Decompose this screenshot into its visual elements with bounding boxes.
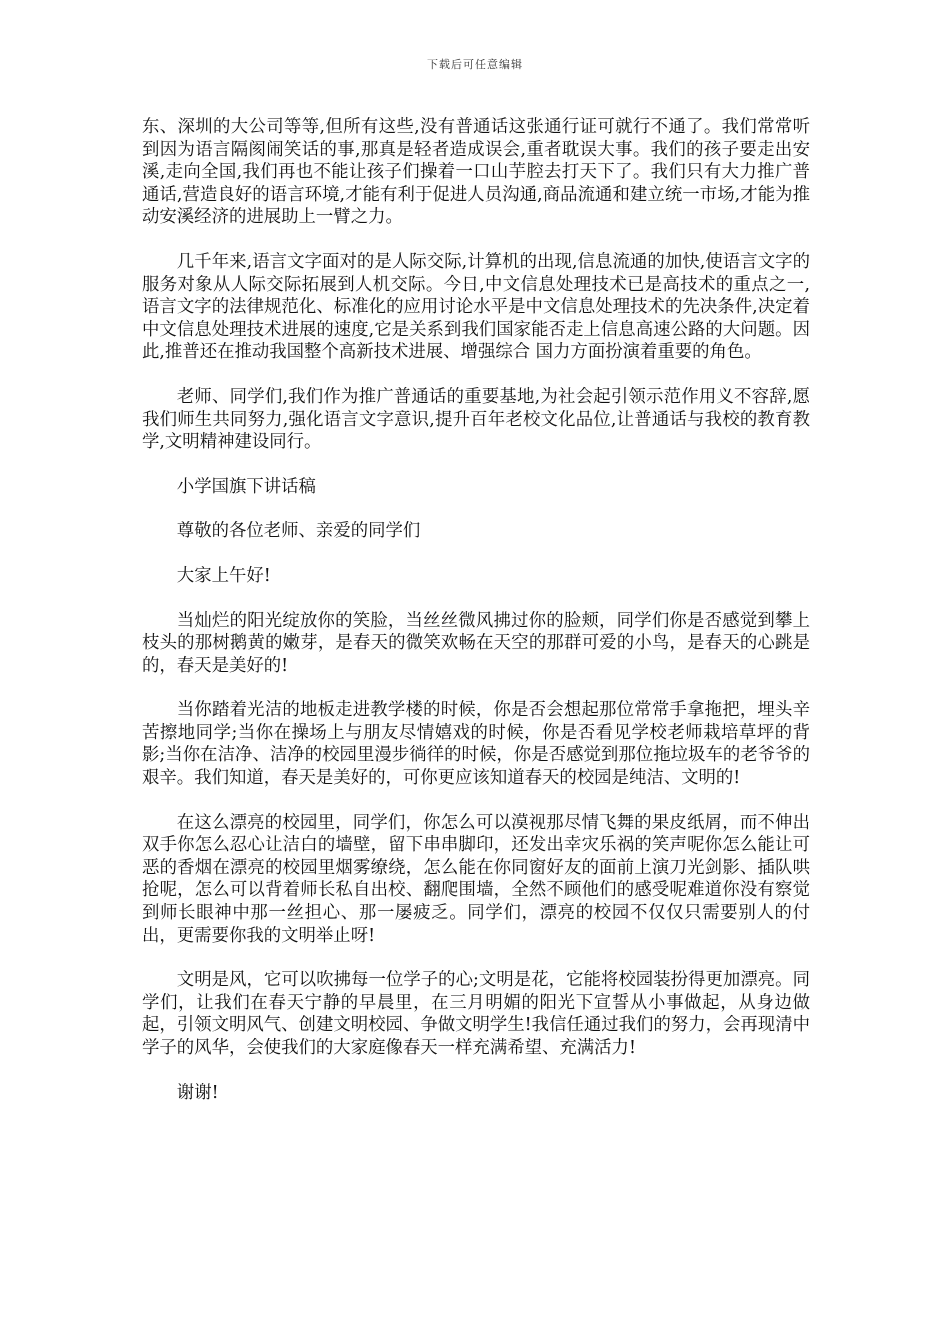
greeting: 大家上午好! xyxy=(176,565,271,586)
salutation: 尊敬的各位老师、亲爱的同学们 xyxy=(176,521,421,542)
section-title: 小学国旗下讲话稿 xyxy=(176,476,316,497)
paragraph-beautiful-campus: 在这么漂亮的校园里，同学们，你怎么可以漠视那尽情飞舞的果皮纸屑，而不伸出双手你怎么忍心让洁白的墙壁，留下串串脚印，还发出幸灾乐祸的笑声呢你怎么能让可恶的香烟在漂亮的校园里烟雾缭绕，怎么能在你同窗好友的面前上演刀光剑影、插队哄抢呢，怎么可以背着师长私自出校、翻爬围墙，全然不顾他们的感受呢难道你没有察觉到师长眼神中那一丝担心、那一屡疲乏。同学们，漂亮的校园不仅仅只需要别人的付出，更需要你我的文明举止呀! xyxy=(142,812,810,946)
paragraph-civilization: 文明是风，它可以吹拂每一位学子的心;文明是花，它能将校园装扮得更加漂亮。同学们，让我们在春天宁静的早晨里，在三月明媚的阳光下宣誓从小事做起，从身边做起，引领文明风气、创建文明校园、争做文明学生!我信任通过我们的努力，会再现清中学子的风华，会使我们的大家庭像春天一样充满希望、充满活力! xyxy=(142,970,810,1058)
paragraph-spring-sunshine: 当灿烂的阳光绽放你的笑脸，当丝丝微风拂过你的脸颊，同学们你是否感觉到攀上枝头的那树鹅黄的嫩芽，是春天的微笑欢畅在天空的那群可爱的小鸟，是春天的心跳是的，春天是美好的! xyxy=(142,610,810,676)
document-body xyxy=(142,116,810,1126)
paragraph-school-building: 当你踏着光洁的地板走进教学楼的时候，你是否会想起那位常常手拿拖把，埋头辛苦擦地同学;当你在操场上与朋友尽情嬉戏的时候，你是否看见学校老师栽培草坪的背影;当你在洁净、洁净的校园里漫步徜徉的时候，你是否感觉到那位拖垃圾车的老爷爷的艰辛。我们知道，春天是美好的，可你更应该知道春天的校园是纯洁、文明的! xyxy=(142,700,810,789)
page-header: 下载后可任意编辑 xyxy=(427,58,523,71)
closing-thanks: 谢谢! xyxy=(176,1082,219,1103)
paragraph-teachers-students: 老师、同学们,我们作为推广普通话的重要基地,为社会起引领示范作用义不容辞,愿我们师生共同努力,强化语言文字意识,提升百年老校文化品位,让普通话与我校的教育教学,文明精神建设同行。 xyxy=(142,386,810,453)
paragraph-language-computing: 几千年来,语言文字面对的是人际交际,计算机的出现,信息流通的加快,使语言文字的服务对象从人际交际拓展到人机交际。今日,中文信息处理技术已是高技术的重点之一,语言文字的法律规范化、标准化的应用讨论水平是中文信息处理技术的先决条件,决定着中文信息处理技术进展的速度,它是关系到我们国家能否走上信息高速公路的大问题。因此,推普还在推动我国整个高新技术进展、增强综合 国力方面扮演着重要的角色。 xyxy=(142,251,810,363)
paragraph-continuation: 东、深圳的大公司等等,但所有这些,没有普通话这张通行证可就行不通了。我们常常听到因为语言隔阂闹笑话的事,那真是轻者造成误会,重者耽误大事。我们的孩子要走出安溪,走向全国,我们再也不能让孩子们操着一口山芋腔去打天下了。我们只有大力推广普通话,营造良好的语言环境,才能有利于促进人员沟通,商品流通和建立统一市场,才能为推动安溪经济的进展助上一臂之力。 xyxy=(142,117,810,228)
